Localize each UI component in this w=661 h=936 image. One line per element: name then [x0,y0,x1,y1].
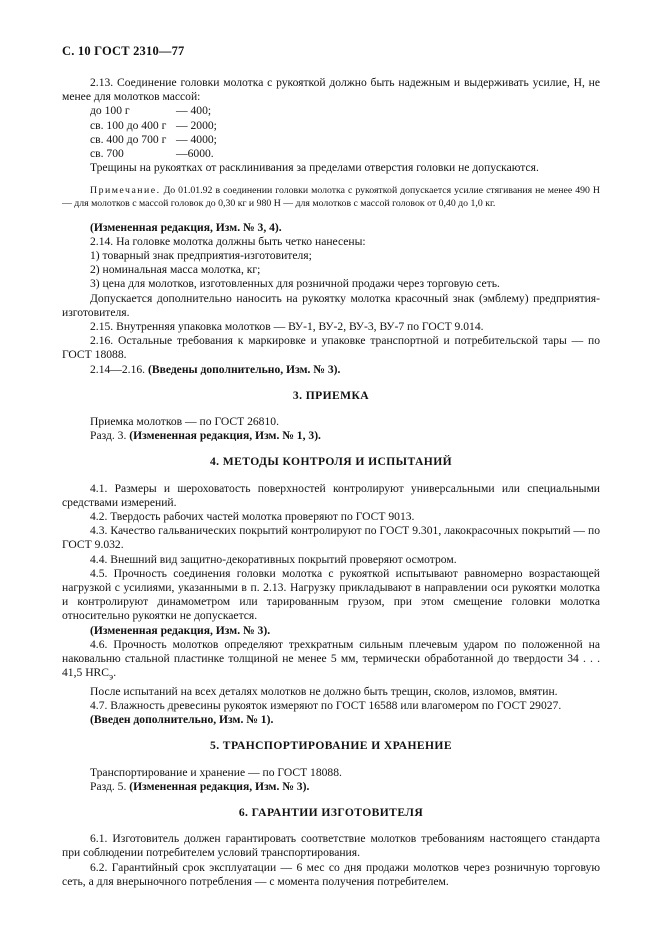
section-5-text: Транспортирование и хранение — по ГОСТ 18088. [90,765,342,779]
clause-4-3: 4.3. Качество гальванических покрытий контролируют по ГОСТ 9.301, лакокрасочных покрытий — по ГОСТ 9.032. [62,524,600,552]
clause-2-14: 2.14. На головке молотка должны быть четко нанесены: [90,234,366,248]
amendment-note [62,429,600,443]
clause-4-2: 4.2. Твердость рабочих частей молотка проверяют по ГОСТ 9013. [90,510,415,524]
clause-4-5: 4.5. Прочность соединения головки молотка с рукояткой испытывают равномерно возрастающей нагрузкой с усилиями, указанными в п. 2.13. Нагрузку прикладывают в направлении оси рукоятки молотка и контролируют динамометром или тарированным грузом, при этом смещение головки молотка относительно рукоятки не допускается. [62,566,600,623]
amendment-bold: (Введены дополнительно, Изм. № 3). [147,362,341,376]
mass-force: —6000. [176,147,214,161]
section-3-text: Приемка молотков — по ГОСТ 26810. [90,415,279,429]
hrc-subscript: э [109,671,114,683]
mass-range: св. 700 [90,147,124,161]
amendment-prefix: Разд. 3. [90,429,130,443]
mass-row [62,133,600,147]
mass-force: — 400; [176,104,212,118]
amendment-note: (Введен дополнительно, Изм. № 1). [90,713,274,727]
clause-4-7: 4.7. Влажность древесины рукояток измеряют по ГОСТ 16588 или влагомером по ГОСТ 29027. [90,699,562,713]
clause-4-6-text: 4.6. Прочность молотков определяют трехкратным сильным плечевым ударом по положенной на наковальню стальной пластинке толщиной не менее 5 мм, термически обработанной до твердости 34 . . . 41,5 HRC [62,637,600,680]
list-item: 1) товарный знак предприятия-изготовителя; [90,249,312,263]
clause-4-6-after: После испытаний на всех деталях молотков не должно быть трещин, сколов, изломов, вмятин. [90,684,558,698]
amendment-prefix: 2.14—2.16. [90,362,148,376]
mass-force: — 2000; [176,118,217,132]
clause-2-15: 2.15. Внутренняя упаковка молотков — ВУ-1, ВУ-2, ВУ-3, ВУ-7 по ГОСТ 9.014. [90,320,484,334]
amendment-bold: (Измененная редакция, Изм. № 3). [129,779,310,793]
mass-row [62,119,600,133]
clause-4-1: 4.1. Размеры и шероховатость поверхностей контролируют универсальными или специальными средствами измерений. [62,481,600,509]
cracks-text: Трещины на рукоятках от расклинивания за пределами отверстия головки не допускаются. [90,161,539,175]
mass-row [62,104,600,118]
note-label: Примечание. [90,185,161,197]
clause-4-6-end: . [113,666,117,680]
mass-table [62,104,600,161]
clause-6-2: 6.2. Гарантийный срок эксплуатации — 6 мес со дня продажи молотков через розничную торговую сеть, а для внерыночного потребления — с момента получения потребителем. [62,860,600,888]
clause-4-4: 4.4. Внешний вид защитно-декоративных покрытий проверяют осмотром. [90,552,457,566]
section-4-title: 4. МЕТОДЫ КОНТРОЛЯ И ИСПЫТАНИЙ [209,455,453,469]
amendment-note [62,363,600,377]
clause-2-16: 2.16. Остальные требования к маркировке и упаковке транспортной и потребительской тары — по ГОСТ 18088. [62,334,600,362]
section-3-title: 3. ПРИЕМКА [292,388,370,402]
mass-range: до 100 г [90,104,130,118]
amendment-note: (Измененная редакция, Изм. № 3). [90,623,271,637]
page-header: С. 10 ГОСТ 2310—77 [62,44,185,58]
clause-6-1: 6.1. Изготовитель должен гарантировать соответствие молотков требованиям настоящего стандарта при соблюдении потребителем условий транспортирования. [62,832,600,860]
mass-row [62,147,600,161]
amendment-note [62,780,600,794]
list-item: 2) номинальная масса молотка, кг; [90,263,261,277]
clause-2-14-extra: Допускается дополнительно наносить на рукоятку молотка красочный знак (эмблему) предприятия-изготовителя. [62,291,600,319]
amendment-bold: (Измененная редакция, Изм. № 1, 3). [129,429,321,443]
list-item: 3) цена для молотков, изготовленных для розничной продажи через торговую сеть. [90,277,500,291]
note-text: До 01.01.92 в соединении головки молотка с рукояткой допускается усилие стягивания не менее 490 Н — для молотков с массой головок до 0,30 кг и 980 Н — для молотков с массой головок от 0,40 до 1,0 кг. [62,185,600,210]
mass-range: св. 100 до 400 г [90,118,167,132]
mass-force: — 4000; [176,132,217,146]
amendment-note: (Измененная редакция, Изм. № 3, 4). [90,220,282,234]
note [62,185,600,210]
clause-4-6 [62,638,600,685]
document-body [62,76,600,889]
section-6-title: 6. ГАРАНТИИ ИЗГОТОВИТЕЛЯ [238,806,424,820]
section-5-title: 5. ТРАНСПОРТИРОВАНИЕ И ХРАНЕНИЕ [210,739,452,753]
amendment-prefix: Разд. 5. [90,779,130,793]
clause-2-13: 2.13. Соединение головки молотка с рукояткой должно быть надежным и выдерживать усилие, Н, не менее для молотков массой: [62,76,600,104]
mass-range: св. 400 до 700 г [90,132,167,146]
